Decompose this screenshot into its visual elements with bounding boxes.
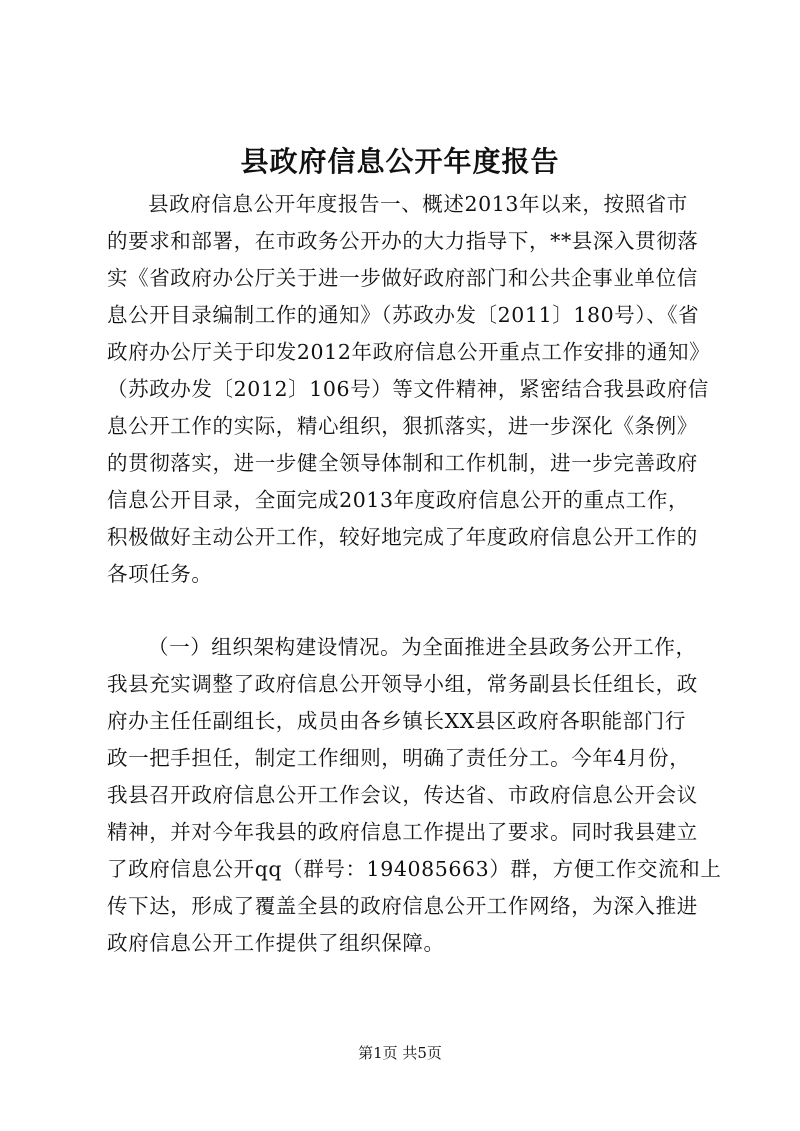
document-title: 县政府信息公开年度报告 bbox=[240, 145, 560, 178]
body-line: （苏政办发〔2012〕106号）等文件精神，紧密结合我县政府信 bbox=[107, 377, 709, 401]
page-footer: 第1页 共5页 bbox=[358, 1044, 442, 1062]
body-line: 实《省政府办公厅关于进一步做好政府部门和公共企事业单位信 bbox=[107, 266, 698, 290]
body-line: 政一把手担任，制定工作细则，明确了责任分工。今年4月份， bbox=[107, 746, 691, 770]
body-line: 信息公开目录，全面完成2013年度政府信息公开的重点工作， bbox=[107, 488, 690, 512]
body-line: 息公开目录编制工作的通知》（苏政办发〔2011〕180号）、《省 bbox=[107, 303, 700, 327]
body-line: 的要求和部署，在市政务公开办的大力指导下，**县深入贯彻落 bbox=[107, 229, 699, 253]
body-line: 的贯彻落实，进一步健全领导体制和工作机制，进一步完善政府 bbox=[107, 451, 698, 475]
body-line: 我县充实调整了政府信息公开领导小组，常务副县长任组长，政 bbox=[107, 672, 698, 696]
body-line: 积极做好主动公开工作，较好地完成了年度政府信息公开工作的 bbox=[107, 525, 698, 549]
body-line: 县政府信息公开年度报告一、概述2013年以来，按照省市 bbox=[148, 192, 688, 216]
body-line: 政府信息公开工作提供了组织保障。 bbox=[107, 931, 445, 955]
body-line: 传下达，形成了覆盖全县的政府信息公开工作网络，为深入推进 bbox=[107, 894, 698, 918]
body-line: 各项任务。 bbox=[107, 562, 213, 586]
body-line: 息公开工作的实际，精心组织，狠抓落实，进一步深化《条例》 bbox=[107, 414, 698, 438]
body-line: 政府办公厅关于印发2012年政府信息公开重点工作安排的通知》 bbox=[107, 340, 711, 364]
body-line: 精神，并对今年我县的政府信息工作提出了要求。同时我县建立 bbox=[107, 820, 698, 844]
body-line: （一）组织架构建设情况。为全面推进全县政务公开工作， bbox=[148, 635, 697, 659]
body-line: 我县召开政府信息公开工作会议，传达省、市政府信息公开会议 bbox=[107, 783, 698, 807]
body-line: 了政府信息公开qq（群号：194085663）群，方便工作交流和上 bbox=[107, 857, 722, 881]
body-line: 府办主任任副组长，成员由各乡镇长XX县区政府各职能部门行 bbox=[107, 709, 686, 733]
